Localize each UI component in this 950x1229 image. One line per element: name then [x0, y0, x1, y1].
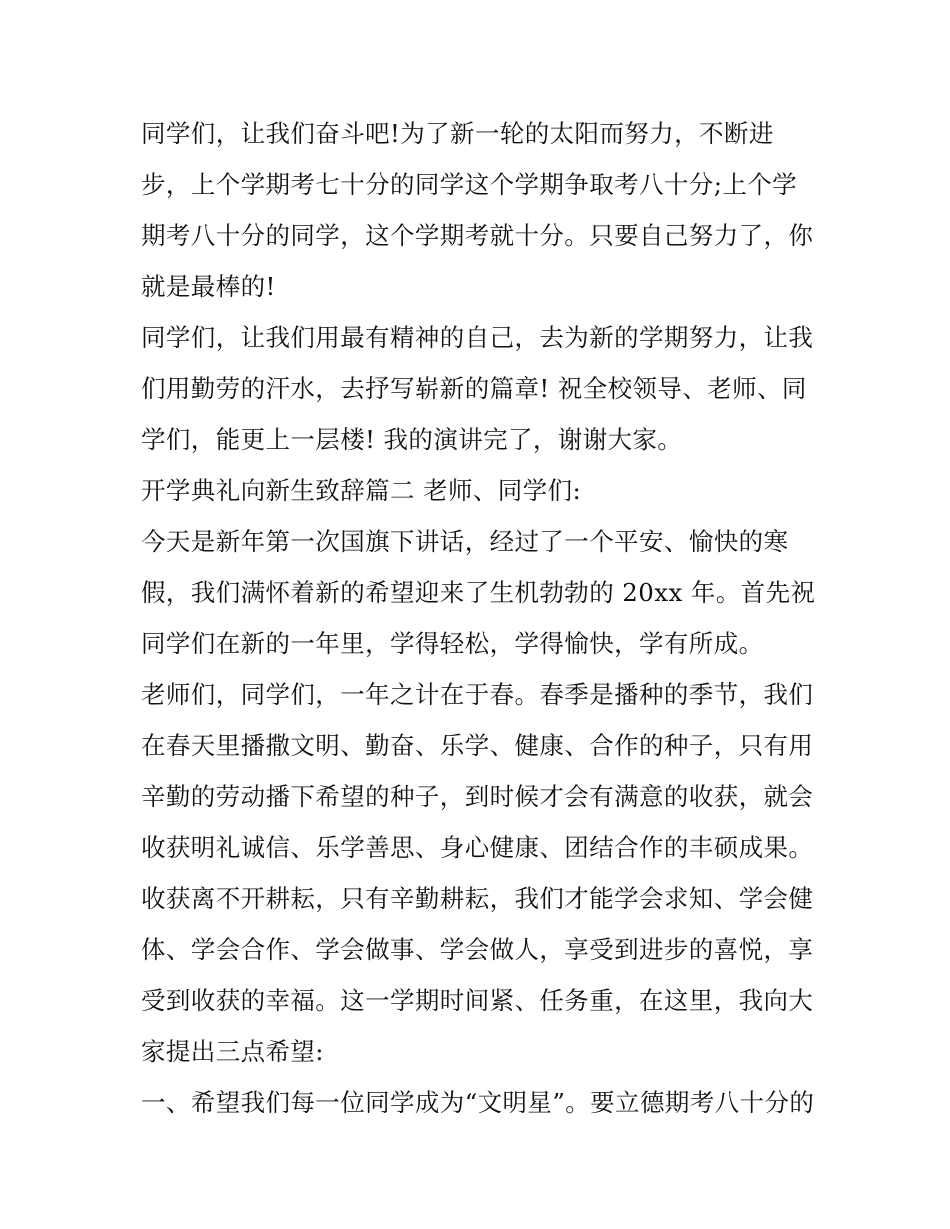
text-line: 同学们在新的一年里，学得轻松，学得愉快，学有所成。	[141, 629, 764, 658]
text-line: 体、学会合作、学会做事、学会做人，享受到进步的喜悦，享	[141, 935, 814, 964]
text-line: 一、希望我们每一位同学成为“文明星”。要立德期考八十分的	[141, 1088, 815, 1117]
text-line: 步，上个学期考七十分的同学这个学期争取考八十分;上个学	[141, 170, 798, 199]
text-line: 们用勤劳的汗水，去抒写崭新的篇章! 祝全校领导、老师、同	[141, 374, 807, 403]
text-line: 同学们，让我们奋斗吧!为了新一轮的太阳而努力，不断进	[141, 119, 774, 148]
text-line: 收获离不开耕耘，只有辛勤耕耘，我们才能学会求知、学会健	[141, 884, 814, 913]
text-line: 受到收获的幸福。这一学期时间紧、任务重，在这里，我向大	[141, 986, 814, 1015]
text-line: 今天是新年第一次国旗下讲话，经过了一个平安、愉快的寒	[141, 527, 789, 556]
body-text	[141, 108, 821, 1128]
text-line: 期考八十分的同学，这个学期考就十分。只要自己努力了，你	[141, 221, 814, 250]
text-line: 就是最棒的!	[141, 272, 276, 301]
text-line: 在春天里播撒文明、勤奋、乐学、健康、合作的种子，只有用	[141, 731, 814, 760]
text-line: 家提出三点希望:	[141, 1037, 324, 1066]
section-heading: 开学典礼向新生致辞篇二 老师、同学们:	[141, 476, 582, 505]
text-line: 学们，能更上一层楼! 我的演讲完了，谢谢大家。	[141, 425, 683, 454]
text-line: 收获明礼诚信、乐学善思、身心健康、团结合作的丰硕成果。	[141, 833, 814, 862]
text-line: 同学们，让我们用最有精神的自己，去为新的学期努力，让我	[141, 323, 814, 352]
text-line: 辛勤的劳动播下希望的种子，到时候才会有满意的收获，就会	[141, 782, 814, 811]
text-line: 老师们，同学们，一年之计在于春。春季是播种的季节，我们	[141, 680, 814, 709]
text-line: 假，我们满怀着新的希望迎来了生机勃勃的 20xx 年。首先祝	[141, 578, 816, 607]
